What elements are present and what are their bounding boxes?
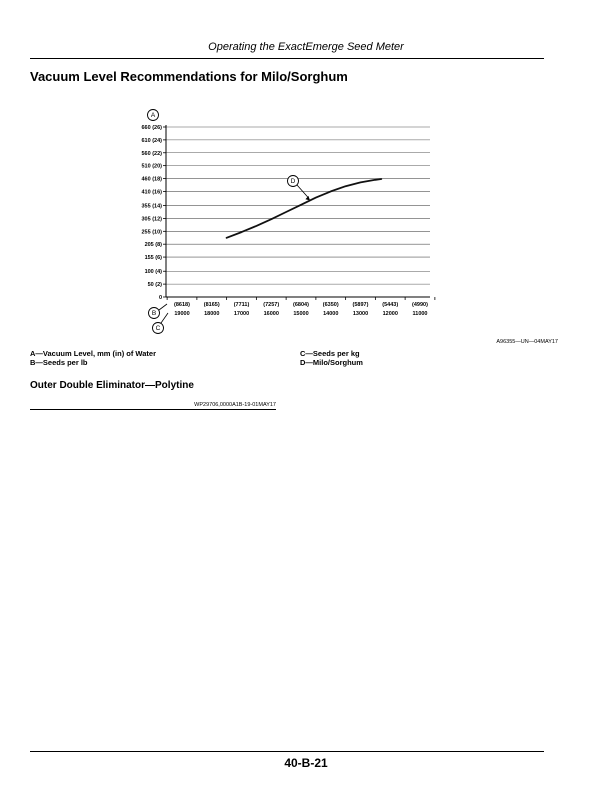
y-tick-label: 255 (10) [141,229,162,236]
x-tick-label-lb: 15000 [293,311,309,317]
y-tick-label: 100 (4) [144,269,162,276]
y-tick-label: 155 (6) [144,255,162,262]
y-tick-label: 0 [158,295,162,301]
milo-sorghum-curve [227,179,382,238]
x-tick-label-kg: (6350) [322,302,339,308]
reference-code: WP29706,0000A1B-19-01MAY17 [194,402,276,408]
y-tick-label: 560 (22) [141,150,162,157]
x-callout-leader-kg [161,313,168,323]
series-callout-label: D [290,178,296,186]
x-tick-label-kg: (4990) [412,302,428,308]
x-tick-label-kg: (5897) [352,302,369,308]
x-tick-label-lb: 17000 [233,311,250,317]
y-tick-label: 305 (12) [141,216,162,223]
footer-rule [30,751,544,752]
legend-right [300,349,363,367]
legend-item: A—Vacuum Level, mm (in) of Water [30,349,156,358]
y-tick-label: 205 (8) [144,242,162,249]
y-tick-label: 460 (18) [141,176,162,183]
reference-rule [30,409,276,410]
x-tick-label-lb: 14000 [323,311,339,317]
y-tick-label: 50 (2) [147,282,162,289]
y-axis-callout-label: A [150,112,156,120]
legend-item: D—Milo/Sorghum [300,358,363,367]
legend-item: C—Seeds per kg [300,349,360,358]
x-tick-label-lb: 16000 [263,311,279,317]
y-tick-label: 410 (16) [141,189,162,196]
x-tick-label-lb: 18000 [204,311,220,317]
section-title: Vacuum Level Recommendations for Milo/Sorghum [30,69,348,84]
x-tick-label-kg: (5443) [382,302,399,308]
x-tick-label-kg: (6804) [293,302,309,308]
x-tick-label-kg: (7257) [263,302,280,308]
x-tick-label-lb: 11000 [412,311,428,317]
running-header: Operating the ExactEmerge Seed Meter [208,41,404,53]
x-axis-callout-lb-label: B [151,310,157,318]
art-id: A96355—UN—04MAY17 [496,339,558,345]
y-tick-label: 510 (20) [141,163,162,170]
x-tick-label-lb: 12000 [382,311,398,317]
y-tick-label: 660 (26) [141,125,162,131]
x-tick-label-lb: 19000 [174,311,190,317]
legend-left [30,349,156,367]
y-tick-label: 355 (14) [141,203,162,210]
y-tick-label: 610 (24) [141,137,162,144]
legend-item: B—Seeds per lb [30,358,88,367]
subsection-title: Outer Double Eliminator—Polytine [30,380,194,391]
x-callout-leader-lb [159,304,167,310]
x-tick-label-kg: (8618) [174,302,190,308]
page-number: 40-B-21 [284,756,328,770]
x-tick-label-kg: (7711) [233,302,250,308]
x-tick-label-lb: 13000 [352,311,369,317]
x-axis-callout-kg-label: C [155,325,161,333]
series-callout-leader [297,185,309,198]
x-tick-label-kg: (8165) [203,302,220,308]
